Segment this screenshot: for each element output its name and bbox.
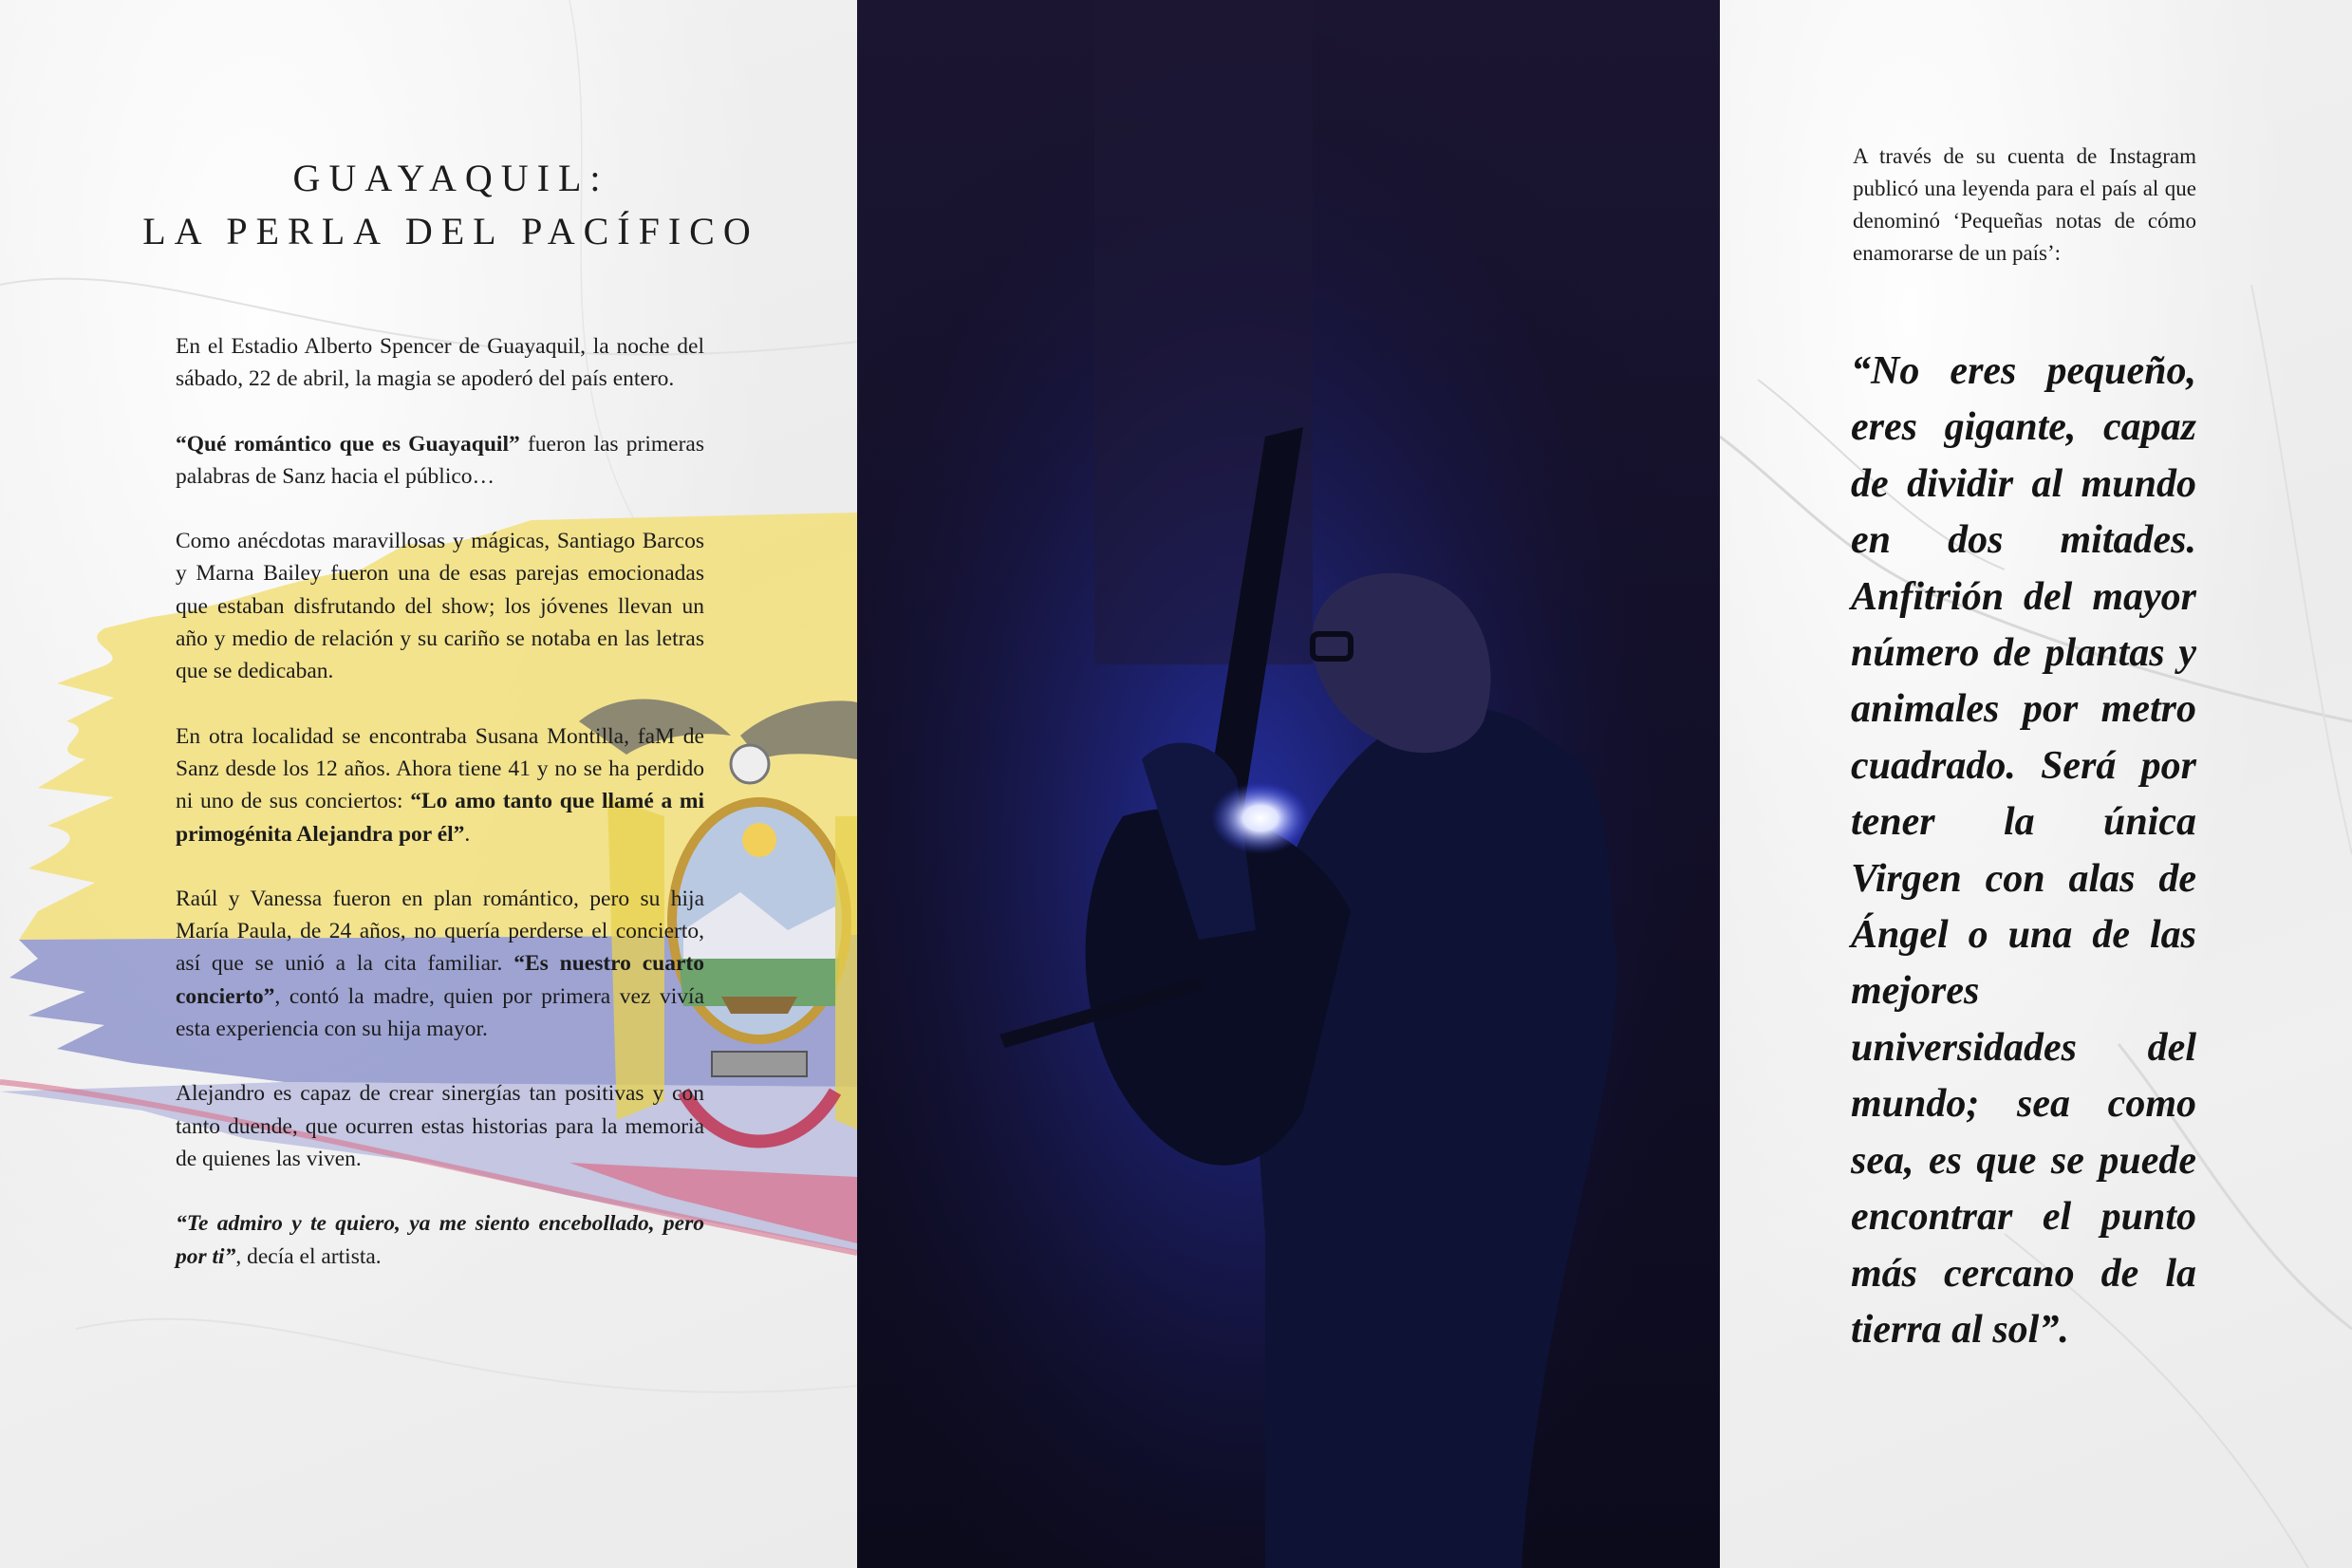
paragraph-1: En el Estadio Alberto Spencer de Guayaquil, la noche del sábado, 22 de abril, la magia se apoderó del país entero.	[176, 334, 704, 392]
paragraph-3: Como anécdotas maravillosas y mágicas, Santiago Barcos y Marna Bailey fueron una de esas parejas emocionadas que estaban disfrutando del show; los jóvenes llevan un año y medio de relación y su cariño se notaba en las letras que se dedicaban.	[176, 529, 704, 684]
page-title	[104, 152, 797, 258]
pull-quote: “No eres pequeño, eres gigante, capaz de dividir al mundo en dos mitades. Anfitrión del mayor número de plantas y animales por metro cuadrado. Será por tener la única Virgen con alas de Ángel o una de las mejores universidades del mundo; sea como sea, es que se puede encontrar el punto más cercano de la tierra al sol”.	[1851, 349, 2196, 1352]
paragraph-5	[176, 883, 704, 1045]
paragraph-4-text: En otra localidad se encontraba Susana Montilla, faM de Sanz desde los 12 años. Ahora tiene 41 y no se ha perdido ni uno de sus conciertos:	[176, 723, 704, 814]
paragraph-6: Alejandro es capaz de crear sinergías tan positivas y con tanto duende, que ocurren estas historias para la memoria de quienes las viven.	[176, 1081, 704, 1171]
singer-guitar-silhouette	[857, 0, 1720, 1568]
paragraph-2-text: fueron las primeras palabras de Sanz hacia el público…	[176, 431, 704, 489]
paragraph-2	[176, 428, 704, 494]
paragraph-4	[176, 720, 704, 850]
title-line-2: LA PERLA DEL PACÍFICO	[142, 210, 759, 252]
quote-romantico: “Qué romántico que es Guayaquil”	[176, 431, 520, 457]
paragraph-5-rest: , contó la madre, quien por primera vez vivía esta experiencia con su hija mayor.	[176, 983, 704, 1042]
paragraph-7	[176, 1207, 704, 1273]
paragraph-7-rest: , decía el artista.	[235, 1243, 382, 1269]
quote-artista: “Te admiro y te quiero, ya me siento encebollado, pero por ti”	[176, 1211, 704, 1269]
article-body	[176, 330, 704, 1305]
quote-susana: “Lo amo tanto que llamé a mi primogénita Alejandra por él”	[176, 789, 704, 847]
paragraph-5-text: Raúl y Vanessa fueron en plan romántico, pero su hija María Paula, de 24 años, no quería perderse el concierto, así que se unió a la cita familiar.	[176, 886, 704, 977]
concert-photo	[857, 0, 1720, 1568]
title-line-1: GUAYAQUIL:	[292, 157, 609, 199]
instagram-intro: A través de su cuenta de Instagram publicó una leyenda para el país al que denominó ‘Pequeñas notas de cómo enamorarse de un país’:	[1853, 144, 2196, 265]
quote-cuarto-concierto: “Es nuestro cuarto concierto”	[176, 951, 705, 1009]
paragraph-4-end: .	[464, 821, 471, 847]
left-page	[0, 0, 857, 1568]
